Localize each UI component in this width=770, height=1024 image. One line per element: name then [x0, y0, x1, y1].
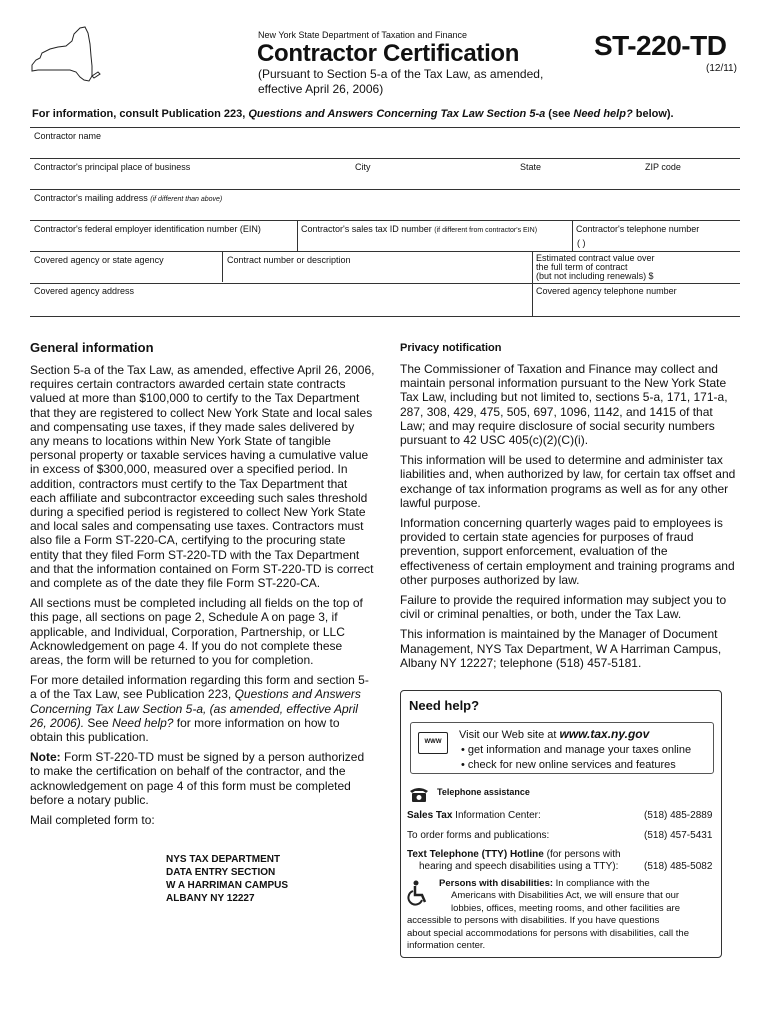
mail-label: Mail completed form to: [30, 813, 155, 828]
covered-agency-field[interactable]: Covered agency or state agency [34, 255, 164, 265]
mail-line: NYS TAX DEPARTMENT [166, 854, 281, 865]
web-bullet-2: • check for new online services and features [461, 759, 676, 771]
divider [30, 251, 740, 252]
privacy-paragraph-3: Information concerning quarterly wages paid to employees is provided to certain state agencies for purposes of fraud prevention, support enforcement, evaluation of the effectiveness of certain employment and training programs and other purposes authorized by law. [400, 516, 735, 587]
divider [297, 220, 298, 251]
mail-line: W A HARRIMAN CAMPUS [166, 880, 289, 891]
forms-label: To order forms and publications: [407, 830, 550, 841]
p3-text-c: for more information on how to obtain this publication. [30, 715, 340, 745]
www-icon: WWW [418, 732, 448, 754]
visit-web-line [459, 727, 649, 741]
web-bullet-1: • get information and manage your taxes online [461, 744, 692, 756]
publication-info-line [32, 108, 674, 120]
sales-tax-rest: Information Center: [452, 810, 541, 821]
website-link[interactable]: www.tax.ny.gov [559, 727, 650, 741]
sales-tax-phone: (518) 485-2889 [644, 810, 713, 821]
contractor-name-field[interactable]: Contractor name [34, 131, 102, 141]
privacy-paragraph-2: This information will be used to determine and administer tax liabilities and, when authorized by law, for certain tax offset and exchange of tax information programs as well as for any other lawful purpose. [400, 453, 736, 510]
telephone-heading: Telephone assistance [437, 787, 530, 797]
disabilities-line-6: information center. [407, 940, 486, 952]
sales-tax-bold: Sales Tax [407, 810, 453, 821]
disabilities-text [407, 878, 715, 952]
forms-phone: (518) 457-5431 [644, 830, 713, 841]
divider [222, 251, 223, 282]
divider [30, 189, 740, 190]
revision-date: (12/11) [706, 63, 737, 74]
tty-phone: (518) 485-5082 [644, 861, 713, 872]
sales-tax-id-label: Contractor's sales tax ID number [301, 224, 432, 234]
est-value-line-3: (but not including renewals) $ [536, 271, 654, 281]
ein-field[interactable]: Contractor's federal employer identification number (EIN) [34, 224, 261, 234]
privacy-paragraph-1: The Commissioner of Taxation and Finance may collect and maintain personal information pursuant to the New York State Tax Law, including but not limited to, sections 5-a, 171, 171-a, 287, 308, 429, 475, 505, 697, 1096, 1142, and 1415 of that Law; and may require disclosure of social security numbers pursuant to 42 USC 405(c)(2)(C)(i). [400, 362, 728, 448]
privacy-paragraph-4: Failure to provide the required information may subject you to civil or criminal penalties, or both, under the Tax Law. [400, 593, 727, 622]
disabilities-bold: Persons with disabilities: [439, 878, 554, 889]
general-information-heading: General information [30, 340, 154, 355]
tty-rest-2: hearing and speech disabilities using a TTY): [419, 861, 619, 872]
new-york-state-map-icon [22, 20, 102, 90]
telephone-parens: ( ) [577, 238, 586, 248]
disabilities-line-1: In compliance with the [553, 878, 650, 889]
info-prefix: For information, consult Publication 223, [32, 108, 249, 120]
p3-need-help: Need help? [112, 715, 174, 730]
divider [30, 283, 740, 284]
estimated-value-field[interactable] [536, 254, 655, 281]
divider [30, 158, 740, 159]
mailing-address-block [166, 853, 288, 905]
principal-place-field[interactable]: Contractor's principal place of business [34, 162, 191, 172]
est-value-line-2: the full term of contract [536, 262, 628, 272]
sales-tax-id-field[interactable] [301, 224, 537, 234]
general-information-section [30, 340, 375, 833]
divider [30, 316, 740, 317]
mailing-address-note: (if different than above) [150, 196, 223, 203]
general-paragraph-3 [30, 673, 375, 744]
privacy-section [400, 342, 740, 676]
info-suffix: below). [632, 108, 674, 120]
state-field[interactable]: State [520, 162, 542, 172]
web-site-box [410, 722, 714, 774]
agency-address-field[interactable]: Covered agency address [34, 286, 135, 296]
disabilities-line-2: Americans with Disabilities Act, we will ensure that our [451, 890, 680, 902]
est-value-line-1: Estimated contract value over [536, 253, 655, 263]
general-note [30, 750, 375, 807]
telephone-icon [408, 785, 430, 803]
note-label: Note: [30, 750, 61, 765]
subtitle-line-2: effective April 26, 2006) [258, 82, 384, 96]
disabilities-line-5: about special accommodations for persons with disabilities, call the [407, 927, 689, 939]
telephone-field[interactable]: Contractor's telephone number [576, 224, 700, 234]
divider [30, 220, 740, 221]
need-help-heading: Need help? [409, 698, 480, 713]
general-paragraph-2: All sections must be completed including all fields on the top of this page, all sections on page 2, Schedule A on page 3, if applicable, and Individual, Corporation, Partnership, or LLC Acknowledgement on page 4. If you do not complete these areas, the form will be returned to you for completion. [30, 596, 363, 668]
subtitle-line-1: (Pursuant to Section 5-a of the Tax Law, as amended, [258, 67, 544, 81]
sales-tax-label [407, 810, 541, 821]
info-middle: (see [545, 108, 574, 120]
disabilities-line-4: accessible to persons with disabilities. If you have questions [407, 915, 660, 927]
note-text: Form ST-220-TD must be signed by a person authorized to make the certification on behalf of the contractor, and the acknowledgement on page 4 of this form must be completed before a notary public. [30, 750, 365, 807]
form-title: Contractor Certification [257, 40, 520, 67]
privacy-paragraph-5: This information is maintained by the Manager of Document Management, NYS Tax Department, W A Harriman Campus, Albany NY 12227; telephone (518) 457-5181. [400, 627, 722, 670]
mail-line: DATA ENTRY SECTION [166, 867, 276, 878]
city-field[interactable]: City [355, 162, 371, 172]
p3-pub-title: Questions and Answers Concerning Tax Law Section 5-a, (as amended, effective April 26, 2006). [30, 687, 361, 730]
mailing-address-field[interactable] [34, 193, 222, 203]
divider [30, 127, 740, 128]
p3-text-a: For more detailed information regarding this form and section 5-a of the Tax Law, see Publication 223, [30, 673, 369, 702]
agency-phone-field[interactable]: Covered agency telephone number [536, 286, 677, 296]
contract-number-field[interactable]: Contract number or description [227, 255, 351, 265]
tty-rest-1: (for persons with [543, 849, 621, 860]
department-name: New York State Department of Taxation and Finance [258, 30, 467, 40]
disabilities-line-3: lobbies, offices, meeting rooms, and other facilities are [451, 902, 680, 914]
mailing-address-label: Contractor's mailing address [34, 193, 148, 203]
tty-bold: Text Telephone (TTY) Hotline [407, 849, 544, 860]
need-help-box [400, 690, 722, 958]
general-paragraph-1: Section 5-a of the Tax Law, as amended, effective April 26, 2006, requires certain contractors awarded certain state contracts valued at more than $100,000 to certify to the Tax Department that they are registered to collect New York State and local sales and compensating use taxes, if they made sales delivered by any means to locations within New York State of tangible personal property or taxable services having a cumulative value in excess of $300,000, measured over a specified period. In addition, contractors must certify to the Tax Department that each affiliate and subcontractor exceeding such sales threshold during a specified period is registered to collect New York State and local sales and compensating use taxes. Contractors must also file a Form ST-220-CA, certifying to the procuring state entity that they filed Form ST-220-TD with the Tax Department and that the information contained on Form ST-220-TD is correct and complete as of the date they file Form ST-220-CA. [30, 363, 375, 591]
sales-tax-id-note: (if different from contractor's EIN) [434, 227, 538, 234]
visit-text: Visit our Web site at [459, 729, 560, 741]
divider [572, 220, 573, 251]
info-pub-title: Questions and Answers Concerning Tax Law Section 5-a [248, 108, 546, 120]
form-subtitle [258, 67, 578, 97]
mail-line: ALBANY NY 12227 [166, 893, 255, 904]
privacy-heading: Privacy notification [400, 342, 502, 354]
info-need-help: Need help? [573, 108, 633, 120]
zip-field[interactable]: ZIP code [645, 162, 681, 172]
p3-text-b: See [84, 715, 113, 730]
tty-label [407, 849, 621, 873]
form-number: ST-220-TD [594, 30, 727, 61]
